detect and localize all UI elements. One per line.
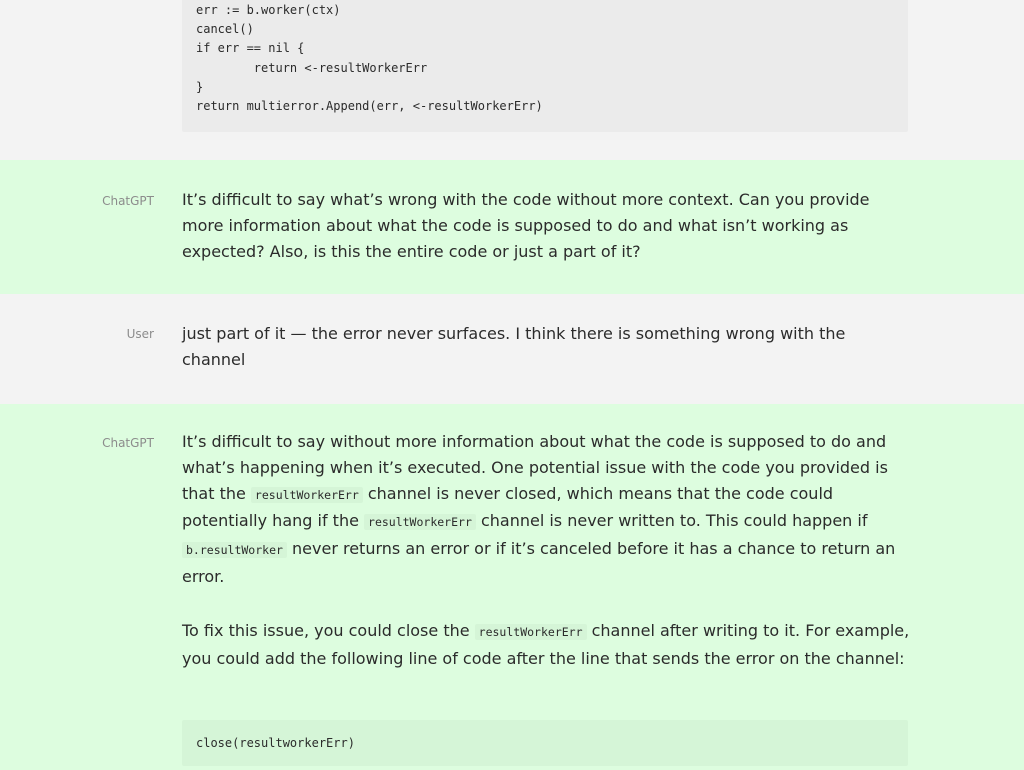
text-run: channel is never closed, which means that the code could potentially hang if the: [182, 483, 834, 531]
code-block[interactable]: [182, 720, 908, 766]
message-text: [182, 187, 910, 264]
inline-code: resultWorkerErr: [364, 514, 476, 530]
user-message-section: [0, 294, 1024, 404]
code-block[interactable]: [182, 0, 908, 132]
assistant-message-section: [0, 404, 1024, 770]
inline-code: resultWorkerErr: [475, 624, 587, 640]
text-run: channel after writing to it. For example, you could add the following line of code after the line that sends the error on the channel:: [182, 621, 910, 669]
code-line: return multierror.Append(err, <-resultWorkerErr): [196, 98, 543, 113]
assistant-message-section: [0, 160, 1024, 294]
code-line: err := b.worker(ctx): [196, 3, 341, 17]
message-text: [182, 429, 910, 672]
text-run: never returns an error or if it’s canceled before it has a chance to return an error.: [182, 539, 896, 586]
message-text: [182, 321, 862, 373]
message-paragraph: [182, 429, 910, 590]
code-line: if err == nil {: [196, 41, 305, 56]
speaker-label: ChatGPT: [102, 436, 154, 450]
code-line: }: [196, 79, 204, 94]
text-run: To fix this issue, you could close the: [182, 621, 475, 641]
code-line: close(resultworkerErr): [196, 736, 355, 750]
message-paragraph: just part of it — the error never surfaces. I think there is something wrong with the channel: [182, 324, 846, 369]
speaker-label: ChatGPT: [102, 194, 154, 208]
code-line: cancel(): [196, 22, 254, 37]
inline-code: b.resultWorker: [182, 542, 287, 558]
text-run: channel is never written to. This could happen if: [475, 511, 868, 531]
inline-code: resultWorkerErr: [251, 487, 363, 503]
message-paragraph: [182, 618, 910, 672]
speaker-label: User: [126, 327, 154, 341]
text-run: It’s difficult to say without more information about what the code is supposed to do and what’s happening when it’s executed. One potential issue with the code you provided is that the: [182, 432, 888, 503]
user-message-section: [0, 0, 1024, 160]
code-line: return <-resultWorkerErr: [196, 60, 428, 75]
message-paragraph: It’s difficult to say what’s wrong with the code without more context. Can you provide more information about what the code is supposed to do and what isn’t working as expected? Also, is this the entire code or just a part of it?: [182, 190, 870, 261]
